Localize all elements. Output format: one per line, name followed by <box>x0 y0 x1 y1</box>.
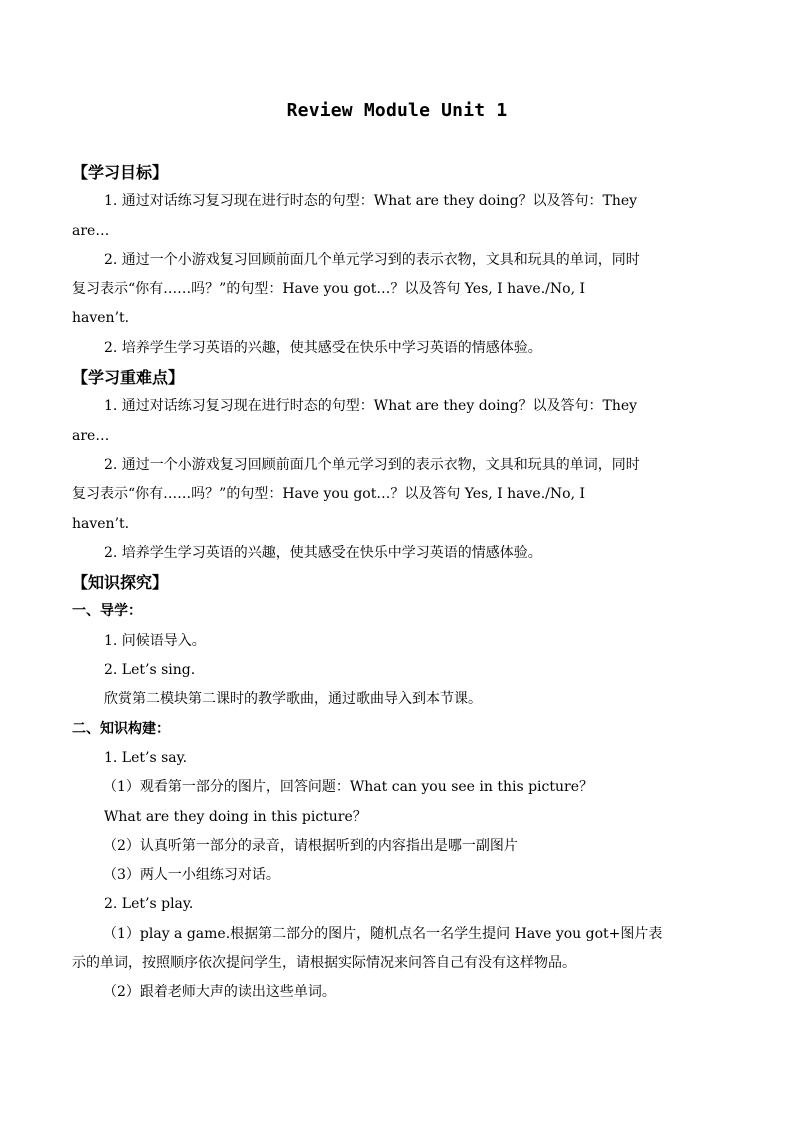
objectives-item3: 2. 培养学生学习英语的兴趣，使其感受在快乐中学习英语的情感体验。 <box>104 339 542 356</box>
build-line3: What are they doing in this picture？ <box>104 808 367 825</box>
build-line2: （1）观看第一部分的图片，回答问题：What can you see in this picture？ <box>103 779 593 796</box>
objectives-heading: 【学习目标】 <box>72 163 169 182</box>
document-title: Review Module Unit 1 <box>286 100 508 121</box>
build-heading: 二、知识构建： <box>72 720 170 737</box>
build-line5: （3）两人一小组练习对话。 <box>103 867 280 884</box>
build-line6: 2. Let’s play. <box>104 896 194 913</box>
objectives-item2-line2: 复习表示“你有……吗？”的句型：Have you got…？以及答句 Yes, I have./No, I <box>72 281 585 298</box>
build-line8: 示的单词，按照顺序依次提问学生，请根据实际情况来问答自己有没有这样物品。 <box>72 955 576 972</box>
objectives-item2-line3: haven’t. <box>72 310 130 327</box>
key-points-item1-line2: are… <box>72 427 110 444</box>
build-line7: （1）play a game.根据第二部分的图片，随机点名一名学生提问 Have you got+图片表 <box>103 925 663 942</box>
build-line1: 1. Let’s say. <box>104 749 188 766</box>
key-points-item2-line3: haven’t. <box>72 515 130 532</box>
guide-line2: 2. Let’s sing. <box>104 662 196 679</box>
guide-heading: 一、导学： <box>72 603 142 620</box>
key-points-item1-line1: 1. 通过对话练习复习现在进行时态的句型：What are they doing？以及答句：They <box>104 398 638 415</box>
objectives-item1-line2: are… <box>72 222 110 239</box>
key-points-item3: 2. 培养学生学习英语的兴趣，使其感受在快乐中学习英语的情感体验。 <box>104 544 542 561</box>
key-points-item2-line1: 2. 通过一个小游戏复习回顾前面几个单元学习到的表示衣物，文具和玩具的单词，同时 <box>104 456 640 473</box>
build-line9: （2）跟着老师大声的读出这些单词。 <box>103 984 336 1001</box>
objectives-item1-line1: 1. 通过对话练习复习现在进行时态的句型：What are they doing？以及答句：They <box>104 193 638 210</box>
document-body <box>72 158 727 1008</box>
guide-line3: 欣赏第二模块第二课时的教学歌曲，通过歌曲导入到本节课。 <box>104 691 482 708</box>
key-points-item2-line2: 复习表示“你有……吗？”的句型：Have you got…？以及答句 Yes, I have./No, I <box>72 486 585 503</box>
exploration-heading: 【知识探究】 <box>72 573 169 593</box>
objectives-item2-line1: 2. 通过一个小游戏复习回顾前面几个单元学习到的表示衣物，文具和玩具的单词，同时 <box>104 251 640 268</box>
build-line4: （2）认真听第一部分的录音，请根据听到的内容指出是哪一副图片 <box>103 837 518 854</box>
guide-line1: 1. 问候语导入。 <box>104 632 206 649</box>
key-points-heading: 【学习重难点】 <box>72 368 185 388</box>
